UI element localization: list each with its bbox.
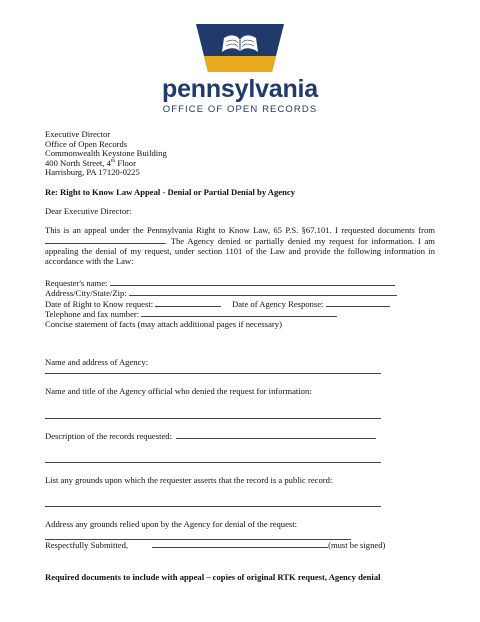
signature-label: Respectfully Submitted,	[45, 540, 129, 551]
signature-note: (must be signed)	[328, 540, 386, 551]
required-documents: Required documents to include with appeal – copies of original RTK request, Agency denial	[45, 572, 381, 583]
grounds-requester-label: List any grounds upon which the requester asserts that the record is a public record:	[45, 474, 333, 485]
telephone-blank[interactable]	[141, 309, 337, 317]
intro-text-2: . The Agency denied or partially denied my request for information. I am appealing the denial of my request, under section 1101 of the Law and provide the following information in accordance with the Law:	[45, 235, 435, 266]
header-logo	[0, 22, 480, 115]
records-field	[45, 431, 435, 441]
signature-blank[interactable]	[152, 540, 328, 548]
brand-name: pennsylvania	[162, 75, 318, 103]
signature-field	[45, 540, 435, 550]
ordinal-suffix: th	[110, 157, 116, 164]
salutation: Dear Executive Director:	[45, 206, 132, 217]
subject-line: Re: Right to Know Law Appeal - Denial or Partial Denial by Agency	[45, 186, 296, 197]
agency-name-label: Name and address of Agency:	[45, 357, 149, 368]
date-request-label: Date of Right to Know request:	[45, 298, 154, 309]
records-label: Description of the records requested:	[45, 430, 172, 441]
recipient-address	[45, 130, 435, 178]
intro-paragraph	[45, 225, 435, 266]
address-line: Commonwealth Keystone Building	[45, 148, 167, 159]
requester-name-blank[interactable]	[110, 278, 395, 286]
address-line: Executive Director	[45, 129, 111, 139]
date-request-blank[interactable]	[155, 299, 221, 307]
date-response-blank[interactable]	[326, 299, 390, 307]
address-line: Harrisburg, PA 17120-0225	[45, 167, 140, 178]
requester-name-label: Requester's name:	[45, 278, 108, 289]
dates-field	[45, 299, 435, 309]
telephone-label: Telephone and fax number:	[45, 308, 140, 319]
address-floor: Floor	[115, 157, 136, 168]
intro-text-1: This is an appeal under the Pennsylvania Right to Know Law, 65 P.S. §67.101. I requested documents from	[45, 225, 435, 236]
address-street: 400 North Street, 4	[45, 157, 111, 168]
brand-subtitle: OFFICE OF OPEN RECORDS	[162, 104, 318, 115]
keystone-book-icon	[192, 22, 288, 74]
official-label: Name and title of the Agency official who denied the request for information:	[45, 386, 312, 397]
address-line: Office of Open Records	[45, 138, 128, 149]
agency-name-blank[interactable]	[45, 236, 165, 244]
facts-label: Concise statement of facts (may attach additional pages if necessary)	[45, 319, 282, 329]
address-field	[45, 288, 435, 298]
date-response-label: Date of Agency Response:	[232, 298, 324, 309]
address-label: Address/City/State/Zip:	[45, 288, 127, 299]
appeal-form	[45, 130, 435, 583]
records-blank[interactable]	[176, 431, 376, 439]
telephone-field	[45, 309, 435, 319]
address-blank[interactable]	[129, 288, 397, 296]
requester-name-field	[45, 278, 435, 288]
grounds-agency-label: Address any grounds relied upon by the Agency for denial of the request:	[45, 519, 298, 530]
